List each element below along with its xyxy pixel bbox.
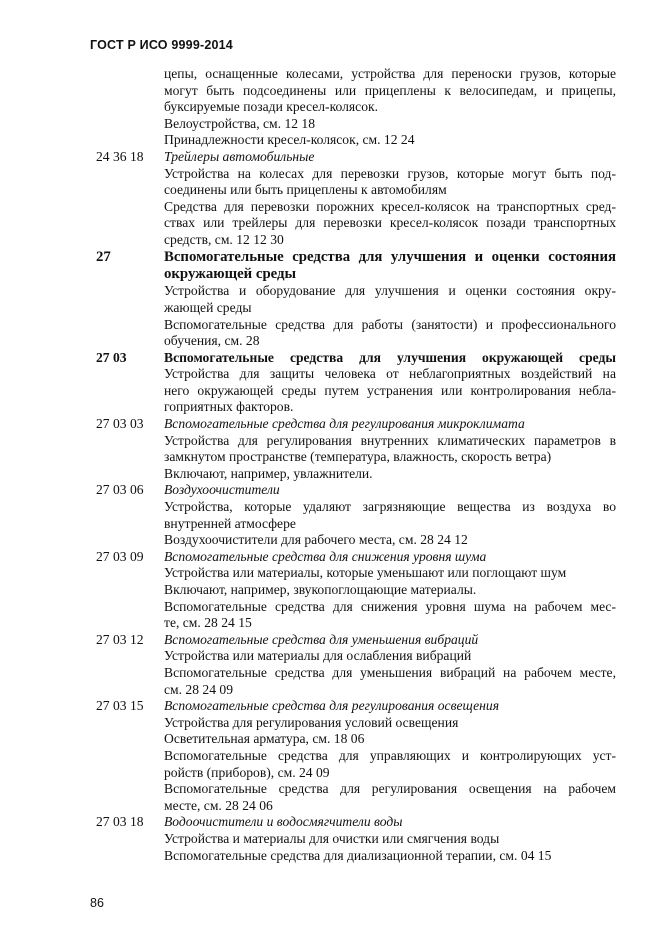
classification-code: 27 03 03 [96, 416, 144, 432]
entry-text: могут быть подсоединены или прицеплены к велосипедам, и прицепы, [164, 82, 616, 98]
entry-text: Устройства и материалы для очистки или смягчения воды [164, 830, 500, 846]
classification-code: 27 03 18 [96, 814, 144, 830]
entry-line [96, 266, 616, 283]
classification-code: 27 [96, 248, 111, 265]
entry-line [96, 814, 616, 831]
entry-line [96, 765, 616, 782]
entry-text: окружающей среды [164, 265, 297, 282]
entry-text: него окружающей среды путем устранения или контролирования небла- [164, 382, 616, 398]
entry-text: Устройства и оборудование для улучшения и оценки состояния окру- [164, 283, 616, 299]
entry-line [96, 199, 616, 216]
entry-line [96, 831, 616, 848]
entry-text: Трейлеры автомобильные [164, 148, 315, 164]
entry-text: месте, см. 28 24 06 [164, 797, 273, 813]
entry-text: Вспомогательные средства для уменьшения вибраций на рабочем месте, [164, 664, 616, 680]
entry-text: замкнутом пространстве (температура, влажность, скорость ветра) [164, 449, 552, 465]
entry-line [96, 532, 616, 549]
entry-line [96, 182, 616, 199]
entry-line [96, 232, 616, 249]
entry-line [96, 466, 616, 483]
entry-text: обучения, см. 28 [164, 333, 260, 349]
entry-line [96, 283, 616, 300]
entry-text: Устройства или материалы для ослабления вибраций [164, 648, 472, 664]
page-number: 86 [90, 896, 104, 910]
entry-text: Осветительная арматура, см. 18 06 [164, 731, 365, 747]
entry-text: Включают, например, звукопоглощающие материалы. [164, 582, 477, 597]
entry-line [96, 715, 616, 732]
entry-text: Вспомогательные средства для регулирования освещения [164, 698, 500, 714]
entry-line [96, 333, 616, 350]
entry-line [96, 116, 616, 133]
classification-code: 27 03 15 [96, 698, 144, 714]
entry-line [96, 848, 616, 865]
entry-line [96, 383, 616, 400]
entry-text: Воздухоочистители [164, 482, 280, 498]
entry-text: цепы, оснащенные колесами, устройства для переноски грузов, которые [164, 66, 616, 81]
entry-text: ствах или трейлеры для перевозки кресел-колясок позади транспортных [164, 215, 616, 231]
entry-line [96, 149, 616, 166]
entry-line [96, 215, 616, 232]
entry-line [96, 665, 616, 682]
document-body [96, 66, 616, 864]
entry-line [96, 166, 616, 183]
entry-text: Вспомогательные средства для регулирования микроклимата [164, 416, 525, 432]
entry-line [96, 698, 616, 715]
entry-text: те, см. 28 24 15 [164, 615, 252, 631]
entry-text: Включают, например, увлажнители. [164, 465, 373, 481]
classification-code: 27 03 [96, 349, 127, 365]
document-header: ГОСТ Р ИСО 9999-2014 [90, 38, 233, 52]
entry-text: жающей среды [164, 299, 252, 315]
entry-text: Велоустройства, см. 12 18 [164, 115, 316, 131]
entry-text: Воздухоочистители для рабочего места, см. 28 24 12 [164, 532, 468, 548]
entry-text: Водоочистители и водосмягчители воды [164, 814, 403, 830]
entry-line [96, 366, 616, 383]
classification-code: 27 03 09 [96, 548, 144, 564]
entry-line [96, 300, 616, 317]
entry-line [96, 317, 616, 334]
entry-text: Вспомогательные средства для уменьшения вибраций [164, 631, 479, 647]
classification-code: 27 03 12 [96, 631, 144, 647]
entry-text: Вспомогательные средства для управляющих и контролирующих уст- [164, 747, 616, 763]
entry-text: Устройства на колесах для перевозки грузов, которые могут быть под- [164, 165, 616, 181]
entry-text: Устройства для регулирования внутренних климатических параметров в [164, 432, 616, 448]
entry-line [96, 433, 616, 450]
entry-text: Вспомогательные средства для регулирования освещения на рабочем [164, 781, 616, 797]
entry-text: Вспомогательные средства для улучшения и оценки состояния [164, 248, 616, 265]
entry-line [96, 416, 616, 433]
entry-text: Средства для перевозки порожних кресел-колясок на транспортных сред- [164, 198, 616, 214]
entry-line [96, 449, 616, 466]
entry-line [96, 565, 616, 582]
entry-line [96, 682, 616, 699]
entry-text: Вспомогательные средства для снижения уровня шума на рабочем мес- [164, 598, 616, 614]
entry-text: Вспомогательные средства для работы (занятости) и профессионального [164, 316, 616, 332]
entry-text: Вспомогательные средства для снижения уровня шума [164, 548, 487, 564]
entry-text: Устройства для защиты человека от неблагоприятных воздействий на [164, 366, 616, 382]
entry-line [96, 798, 616, 815]
entry-text: Устройства для регулирования условий освещения [164, 714, 459, 730]
entry-text: Вспомогательные средства для диализационной терапии, см. 04 15 [164, 847, 552, 863]
entry-line [96, 83, 616, 100]
entry-line [96, 615, 616, 632]
entry-text: Устройства или материалы, которые уменьшают или поглощают шум [164, 565, 567, 581]
entry-line [96, 132, 616, 149]
entry-text: гоприятных факторов. [164, 399, 294, 415]
entry-line [96, 499, 616, 516]
entry-text: буксируемые позади кресел-колясок. [164, 99, 378, 115]
entry-text: соединены или быть прицеплены к автомобилям [164, 182, 447, 198]
entry-line [96, 582, 616, 599]
entry-text: см. 28 24 09 [164, 681, 234, 697]
entry-text: Вспомогательные средства для улучшения окружающей среды [164, 349, 616, 365]
entry-line [96, 516, 616, 533]
entry-text: Принадлежности кресел-колясок, см. 12 24 [164, 132, 415, 148]
entry-text: ройств (приборов), см. 24 09 [164, 764, 330, 780]
entry-line [96, 249, 616, 266]
classification-code: 27 03 06 [96, 482, 144, 498]
entry-line [96, 632, 616, 649]
entry-line [96, 549, 616, 566]
entry-line [96, 350, 616, 367]
entry-line [96, 99, 616, 116]
entry-text: Устройства, которые удаляют загрязняющие вещества из воздуха во [164, 499, 616, 515]
entry-line [96, 482, 616, 499]
entry-line [96, 748, 616, 765]
entry-line [96, 399, 616, 416]
entry-line [96, 648, 616, 665]
classification-code: 24 36 18 [96, 148, 144, 164]
entry-line [96, 66, 616, 83]
entry-line [96, 781, 616, 798]
entry-line [96, 731, 616, 748]
entry-text: внутренней атмосфере [164, 515, 296, 531]
entry-line [96, 599, 616, 616]
entry-text: средств, см. 12 12 30 [164, 231, 284, 247]
